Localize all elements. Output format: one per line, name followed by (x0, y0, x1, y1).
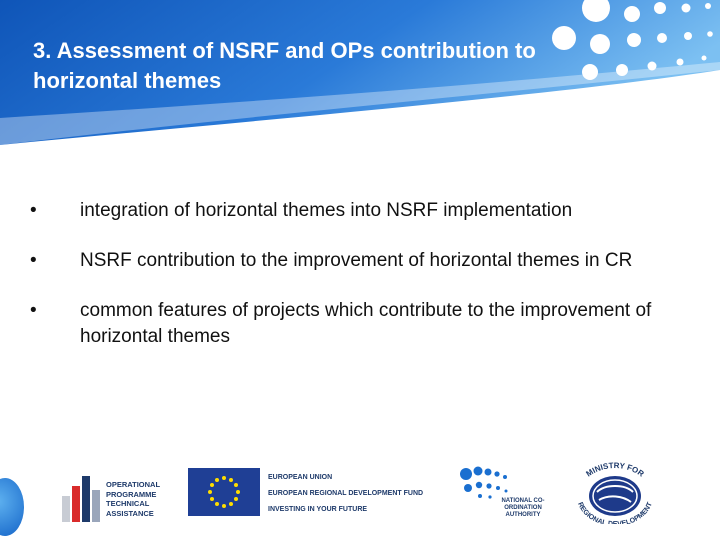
mrd-seal-icon (565, 462, 665, 524)
nca-logo-text: NATIONAL CO-ORDINATION AUTHORITY (501, 498, 545, 518)
bullet-marker: • (30, 200, 37, 221)
optp-logo-text: OPERATIONAL PROGRAMME TECHNICAL ASSISTANCE (106, 480, 161, 518)
bullet-list (30, 198, 690, 374)
bullet-item-integration (30, 198, 690, 224)
bullet-text: NSRF contribution to the improvement of horizontal themes in CR (80, 250, 633, 271)
optp-bars-icon (60, 468, 104, 524)
bullet-text: common features of projects which contribute to the improvement of horizontal themes (80, 300, 652, 347)
mrd-logo-bottom-text: REGIONAL ELOPMENT (576, 501, 654, 524)
eu-erdf-logo (188, 468, 450, 518)
mrd-logo (565, 462, 665, 524)
slide-header (0, 0, 720, 150)
bullet-marker: • (30, 250, 37, 271)
optp-logo (60, 468, 178, 526)
eu-text-erdf: EUROPEAN REGIONAL DEVELOPMENT FUND (268, 490, 424, 497)
bullet-marker: • (30, 300, 37, 321)
eu-flag-icon (188, 468, 260, 516)
mrd-logo-top-text: MINISTRY FOR (584, 462, 646, 479)
slide-title: 3. Assessment of NSRF and OPs contribution to horizontal themes (33, 38, 536, 93)
nca-logo (458, 464, 550, 522)
bullet-item-contribution (30, 248, 690, 274)
logo-strip (0, 462, 720, 540)
bullet-text: integration of horizontal themes into NSRF implementation (80, 200, 573, 221)
nca-dots-icon (458, 464, 510, 502)
eu-text-investing: INVESTING IN YOUR FUTURE (268, 506, 368, 513)
eu-text-union: EUROPEAN UNION (268, 474, 333, 481)
bullet-item-common-features (30, 298, 690, 350)
